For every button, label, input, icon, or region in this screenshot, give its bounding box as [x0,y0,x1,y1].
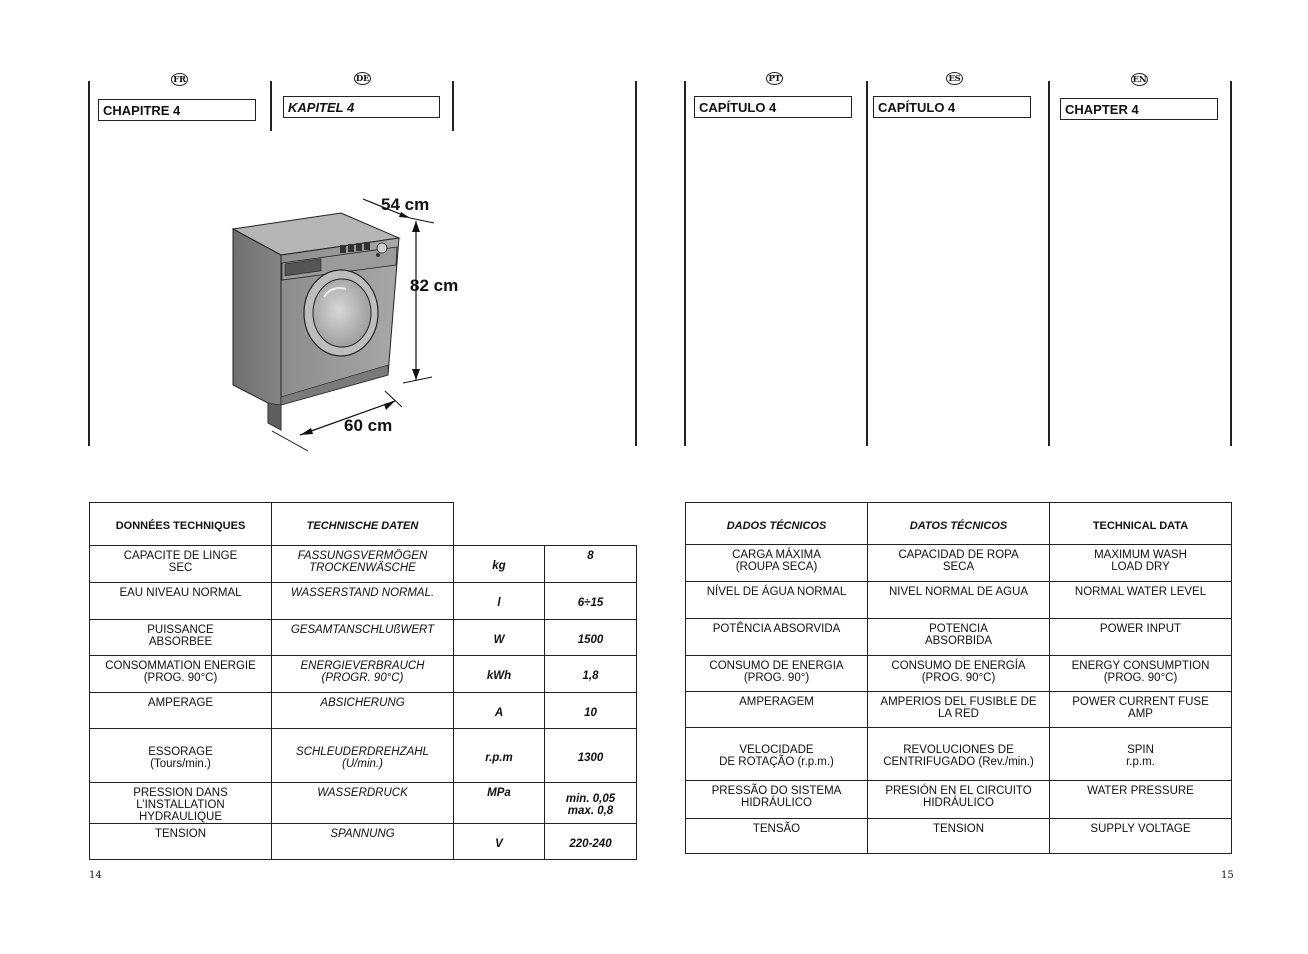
table-row [686,692,1232,728]
header-pt: DADOS TÉCNICOS [686,503,868,545]
cell-unit: A [454,693,545,729]
cell-pt: PRESSÃO DO SISTEMA HIDRÁULICO [686,781,868,819]
height-dimension-label: 82 cm [410,276,459,295]
cell-en: POWER CURRENT FUSE AMP [1050,692,1232,728]
header-fr: DONNÉES TECHNIQUES [90,503,272,546]
depth-dimension-label: 54 cm [381,195,430,214]
cell-es: POTENCIA ABSORBIDA [868,619,1050,656]
cell-es: REVOLUCIONES DE CENTRIFUGADO (Rev./min.) [868,728,1050,781]
table-row [686,545,1232,582]
cell-de: FASSUNGSVERMÖGEN TROCKENWÄSCHE [272,546,454,583]
cell-fr: TENSION [90,824,272,860]
cell-de: ABSICHERUNG [272,693,454,729]
cell-fr: CONSOMMATION ENERGIE (PROG. 90°C) [90,656,272,693]
table-row [90,693,637,729]
table-row [686,728,1232,781]
table-row [686,582,1232,619]
chapter-heading-es: CAPÍTULO 4 [873,96,1031,118]
cell-es: CONSUMO DE ENERGÍA (PROG. 90°C) [868,656,1050,692]
language-badge-en: EN [1132,74,1147,85]
chapter-heading-pt: CAPÍTULO 4 [694,96,852,118]
cell-de: WASSERDRUCK [272,783,454,824]
cell-en: SUPPLY VOLTAGE [1050,819,1232,854]
cell-pt: NÍVEL DE ÁGUA NORMAL [686,582,868,619]
table-header-row [90,503,637,546]
cell-de: WASSERSTAND NORMAL. [272,583,454,620]
cell-value: min. 0,05 max. 0,8 [545,783,637,824]
language-badge-es: ES [946,72,963,85]
cell-value: 1,8 [545,656,637,693]
chapter-heading-fr: CHAPITRE 4 [98,99,256,121]
cell-de: ENERGIEVERBRAUCH (PROGR. 90°C) [272,656,454,693]
header-de: TECHNISCHE DATEN [272,503,454,546]
column-rule [1230,81,1232,446]
cell-fr: AMPERAGE [90,693,272,729]
cell-unit: W [454,620,545,656]
cell-es: PRESIÓN EN EL CIRCUITO HIDRÁULICO [868,781,1050,819]
column-rule [270,81,272,131]
spec-table-right [685,502,1232,854]
header-en: TECHNICAL DATA [1050,503,1232,545]
cell-es: NIVEL NORMAL DE AGUA [868,582,1050,619]
table-row [90,729,637,783]
chapter-heading-en: CHAPTER 4 [1060,98,1218,120]
table-row [90,783,637,824]
cell-unit: kWh [454,656,545,693]
cell-unit: r.p.m [454,729,545,783]
cell-value: 6÷15 [545,583,637,620]
column-rule [88,81,90,446]
cell-unit: V [454,824,545,860]
table-row [686,781,1232,819]
table-row [686,619,1232,656]
table-row [90,583,637,620]
language-badge-de: DE [355,73,370,84]
width-dimension-label: 60 cm [344,416,393,435]
cell-pt: TENSÃO [686,819,868,854]
cell-fr: EAU NIVEAU NORMAL [90,583,272,620]
cell-fr: PRESSION DANS L’INSTALLATION HYDRAULIQUE [90,783,272,824]
spec-table-left [89,502,637,860]
page-number-left: 14 [89,870,102,881]
cell-pt: AMPERAGEM [686,692,868,728]
cell-en: ENERGY CONSUMPTION (PROG. 90°C) [1050,656,1232,692]
cell-unit: MPa [454,783,545,824]
table-row [90,656,637,693]
cell-fr: CAPACITE DE LINGE SEC [90,546,272,583]
cell-pt: VELOCIDADE DE ROTAÇÃO (r.p.m.) [686,728,868,781]
cell-es: CAPACIDAD DE ROPA SECA [868,545,1050,582]
cell-en: POWER INPUT [1050,619,1232,656]
cell-de: SPANNUNG [272,824,454,860]
cell-fr: ESSORAGE (Tours/min.) [90,729,272,783]
table-row [90,824,637,860]
table-row [686,819,1232,854]
cell-en: NORMAL WATER LEVEL [1050,582,1232,619]
cell-value: 220-240 [545,824,637,860]
header-blank [454,503,637,546]
column-rule [684,81,686,446]
cell-value: 10 [545,693,637,729]
cell-es: TENSION [868,819,1050,854]
cell-fr: PUISSANCE ABSORBEE [90,620,272,656]
cell-pt: CARGA MÁXIMA (ROUPA SECA) [686,545,868,582]
column-rule [635,81,637,446]
column-rule [866,81,868,446]
cell-value: 1300 [545,729,637,783]
cell-de: SCHLEUDERDREHZAHL (U/min.) [272,729,454,783]
cell-pt: POTÊNCIA ABSORVIDA [686,619,868,656]
cell-en: SPIN r.p.m. [1050,728,1232,781]
cell-en: MAXIMUM WASH LOAD DRY [1050,545,1232,582]
cell-value: 1500 [545,620,637,656]
table-row [90,620,637,656]
language-badge-pt: PT [766,72,783,85]
column-rule [452,81,454,131]
cell-unit: l [454,583,545,620]
cell-value: 8 [545,546,637,583]
cell-en: WATER PRESSURE [1050,781,1232,819]
table-row [90,546,637,583]
cell-es: AMPERIOS DEL FUSIBLE DE LA RED [868,692,1050,728]
table-header-row [686,503,1232,545]
cell-pt: CONSUMO DE ENERGIA (PROG. 90°) [686,656,868,692]
language-badge-fr: FR [171,73,188,86]
table-row [686,656,1232,692]
page-number-right: 15 [1221,870,1234,881]
cell-de: GESAMTANSCHLUßWERT [272,620,454,656]
column-rule [1048,81,1050,446]
header-es: DATOS TÉCNICOS [868,503,1050,545]
chapter-heading-de: KAPITEL 4 [283,96,440,118]
cell-unit: kg [454,546,545,583]
